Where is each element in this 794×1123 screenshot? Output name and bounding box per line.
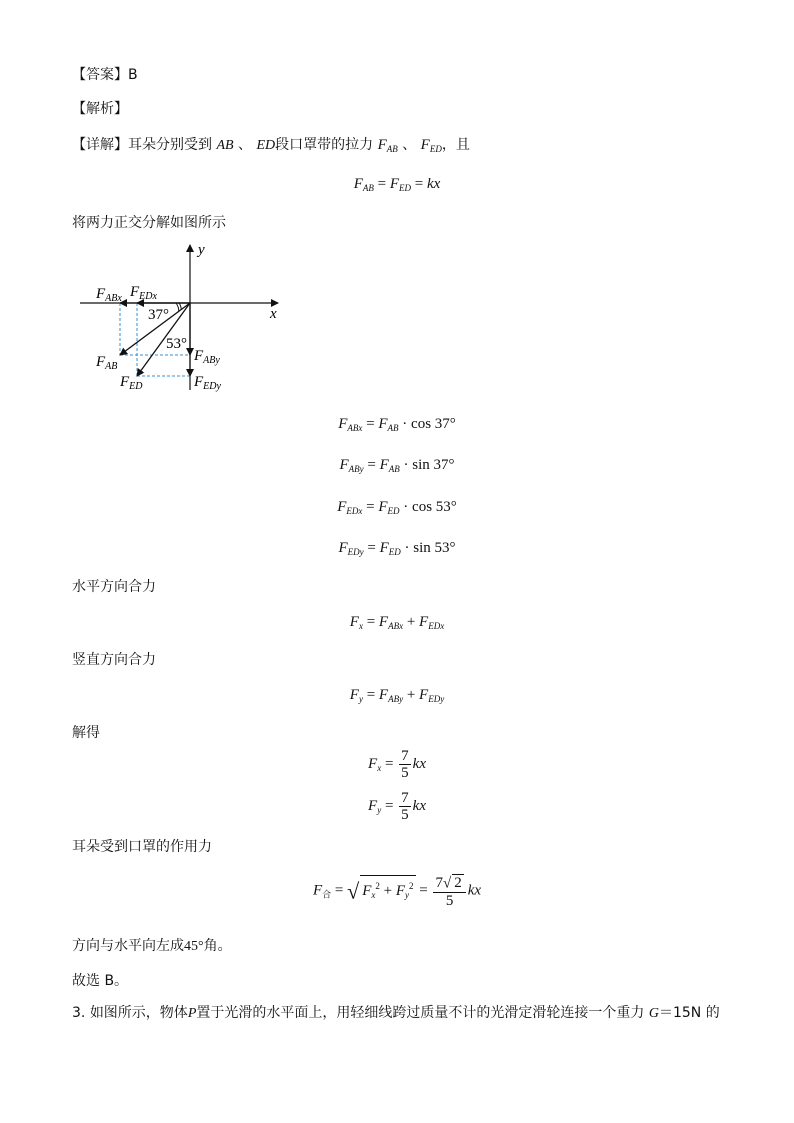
component-eq-1: $F_{ABx} = F_{AB} \cdot \cos 37^\circ$ [338, 416, 456, 433]
component-eq-4: $F_{EDy} = F_{ED} \cdot \sin 53^\circ$ [338, 540, 456, 557]
answer-label: 【答案】 [72, 67, 128, 83]
angle-arc-37 [176, 303, 179, 311]
fy-result-eq: $F_y$ = $\frac{7}{5}$ kx [368, 790, 426, 823]
question-text: ＝15N 的 [658, 1005, 720, 1021]
resultant-eq: $F_合$ = √ $F_x^2 + F_y^2$ = $\frac{7√ 2}{5}$ kx [312, 875, 482, 909]
solve-label: 解得 [72, 725, 100, 741]
fabx-label: $F_{ABx}$ [96, 286, 122, 304]
x-axis-label: x [270, 306, 277, 322]
fx-result-eq: $F_x$ = $\frac{7}{5}$ kx [368, 748, 426, 781]
direction-line [72, 937, 232, 956]
direction-angle: 45° [184, 939, 204, 954]
fedy-label: $F_{EDy}$ [194, 374, 221, 392]
segment-ed: ED [256, 138, 276, 153]
angle-53-label: 53° [166, 336, 187, 352]
ear-force-label: 耳朵受到口罩的作用力 [72, 839, 212, 855]
horizontal-label: 水平方向合力 [72, 579, 156, 595]
choose-line: 故选 B。 [72, 973, 129, 989]
component-eq-3: $F_{EDx} = F_{ED} \cdot \cos 53^\circ$ [337, 499, 457, 516]
fedx-label: $F_{EDx}$ [130, 284, 157, 302]
question-number: 3. [72, 1005, 86, 1021]
equation-equal-forces: $F_{AB} = F_{ED}$ = kx [353, 176, 441, 193]
detail-text: 耳朵分别受到 [128, 137, 212, 153]
angle-37-label: 37° [148, 307, 169, 323]
question-3-line [72, 1004, 720, 1023]
horizontal-sum-eq: $F_x = F_{ABx} + F_{EDx}$ [349, 614, 445, 631]
detail-text: ，且 [441, 137, 470, 153]
gravity-symbol: G [648, 1006, 659, 1021]
angle-arc-37b [179, 303, 181, 310]
fed-label: $F_{ED}$ [120, 374, 143, 392]
direction-text-end: 角。 [203, 938, 232, 954]
separator: 、 [238, 137, 253, 153]
answer-value: B [128, 67, 138, 83]
detail-label: 【详解】 [72, 137, 128, 153]
question-text: 如图所示，物体 [89, 1005, 188, 1021]
question-text: 置于光滑的水平面上，用轻细线跨过质量不计的光滑定滑轮连接一个重力 [196, 1005, 645, 1021]
force-fab: $F_{AB}$ [377, 137, 398, 154]
detail-line [72, 136, 470, 158]
object-p: P [187, 1006, 197, 1021]
analysis-label: 【解析】 [72, 101, 128, 117]
segment-ab: AB [216, 138, 234, 153]
faby-label: $F_{ABy}$ [194, 348, 220, 366]
force-fed: $F_{ED}$ [420, 137, 442, 154]
vertical-sum-eq: $F_y = F_{ABy} + F_{EDy}$ [349, 687, 445, 704]
y-axis-label: y [198, 242, 205, 258]
detail-text: 段口罩带的拉力 [275, 137, 374, 153]
decompose-intro: 将两力正交分解如图所示 [72, 215, 226, 231]
fab-label: $F_{AB}$ [96, 354, 118, 372]
direction-text: 方向与水平向左成 [72, 938, 184, 954]
answer-line [72, 66, 138, 84]
separator: 、 [402, 137, 417, 153]
vertical-label: 竖直方向合力 [72, 652, 156, 668]
force-diagram [80, 240, 300, 400]
component-eq-2: $F_{ABy} = F_{AB} \cdot \sin 37^\circ$ [339, 457, 455, 474]
